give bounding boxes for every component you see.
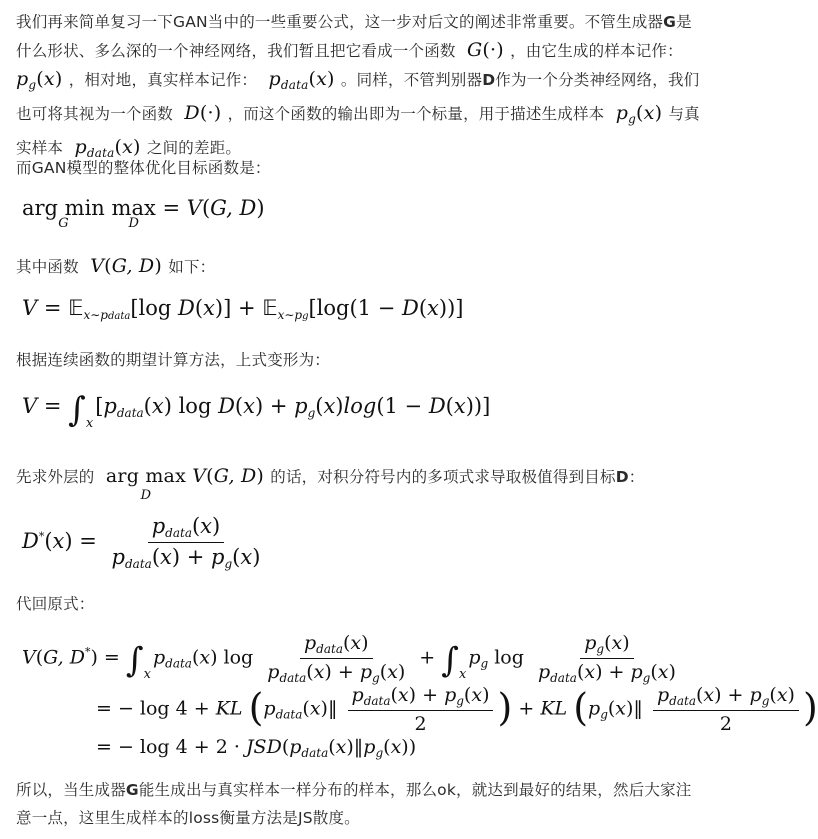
text: 。同样，不管判别器 [340, 71, 483, 89]
paragraph-intro [16, 8, 706, 167]
paragraph-continuous [16, 346, 706, 374]
formula-optimal-d: D*(x) = $\frac{p_{data}(x)}{p_{data}(x) + p_g(x)}$ [22, 514, 261, 571]
math-v: V(G, D) [83, 255, 162, 277]
text-bold-g: G [663, 13, 677, 31]
text: 能生成出与真实样本一样分布的样本，那么ok，就达到最好的结果，然后大家注意一点，这里生成样本的loss衡量方法是JS散度。 [16, 781, 692, 827]
text: ，相对地，真实样本记作： [68, 71, 258, 89]
math-pdata: $p_{data}(x)$ [262, 68, 335, 92]
text-bold-g: G [125, 781, 139, 799]
math-argmax: arg max D V(G, D) [105, 465, 265, 503]
math-g-func: G(·) [460, 39, 504, 61]
paragraph-objective [16, 154, 706, 182]
text: ，由它生成的样本记作： [510, 42, 683, 60]
text: 我们再来简单复习一下GAN当中的一些重要公式，这一步对后文的阐述非常重要。不管生成器 [16, 13, 664, 31]
text: 是什么形状、多么深的一个神经网络，我们暂且把它看成一个函数 [16, 13, 692, 60]
text: 所以，当生成器 [16, 781, 126, 799]
text: 代回原式： [16, 595, 95, 613]
formula-derivation-line3: = − $\log 4 + 2 \cdot JSD(p_{data}(x)‖p_g(x))$ [96, 736, 417, 760]
paragraph-argmax [16, 462, 706, 503]
math-d-func: D(·) [178, 102, 222, 124]
text: 之间的差距。 [146, 139, 242, 157]
formula-integral: $V = \int_x[p_{data}(x)$ $\log D(x) + p_g(x)\log(1 - D(x))$] [22, 390, 491, 431]
formula-expectation: V = 𝔼$_{x\sim pdata}$[log D(x)] + 𝔼$_{x\sim pg}$[log(1 − D(x))] [22, 296, 464, 322]
math-pdata-2: $p_{data}(x)$ [68, 136, 141, 160]
text: ： [628, 468, 645, 486]
text: 先求外层的 [16, 468, 95, 486]
text: 与真实样本 [16, 105, 700, 157]
math-pg: $p_g(x)$ [16, 68, 63, 92]
text: 作为一个分类神经网络，我们也可将其视为一个函数 [16, 71, 700, 123]
paragraph-v-def [16, 252, 706, 281]
text: 其中函数 [16, 258, 79, 276]
text: 根据连续函数的期望计算方法，上式变形为： [16, 351, 331, 369]
text-bold-d: D [482, 71, 496, 89]
formula-minmax: arg min G max D = V(G, D) [22, 196, 265, 231]
text: 如下： [168, 258, 216, 276]
text: ，而这个函数的输出即为一个标量，用于描述生成样本 [227, 105, 605, 123]
paragraph-conclusion [16, 776, 706, 832]
formula-derivation-line1: V(G, $D^*) = \int_xp_{data}(x)$ log $\frac{p_{data}(x)}{p_{data}(x) + p_g(x)}$ + $\int_xp_g$ log $\frac{p_g(x)}{p_{data}(x) + p_g(x)}$ [22, 632, 676, 685]
formula-derivation-line2: = − log 4 + KL ($p_{data}(x)‖$ $\frac{p_{data}(x) + p_g(x)}{2}$ ) + KL ($p_g(x)‖$ $\frac{p_{data}(x) + p_g(x)}{2}$ ) [96, 684, 818, 735]
paragraph-substitute [16, 590, 706, 618]
text: 而GAN模型的整体优化目标函数是： [16, 159, 271, 177]
math-pg-2: $p_g(x)$ [609, 102, 663, 126]
text: 的话，对积分符号内的多项式求导取极值得到目标 [270, 468, 616, 486]
text-bold-d: D [615, 468, 629, 486]
